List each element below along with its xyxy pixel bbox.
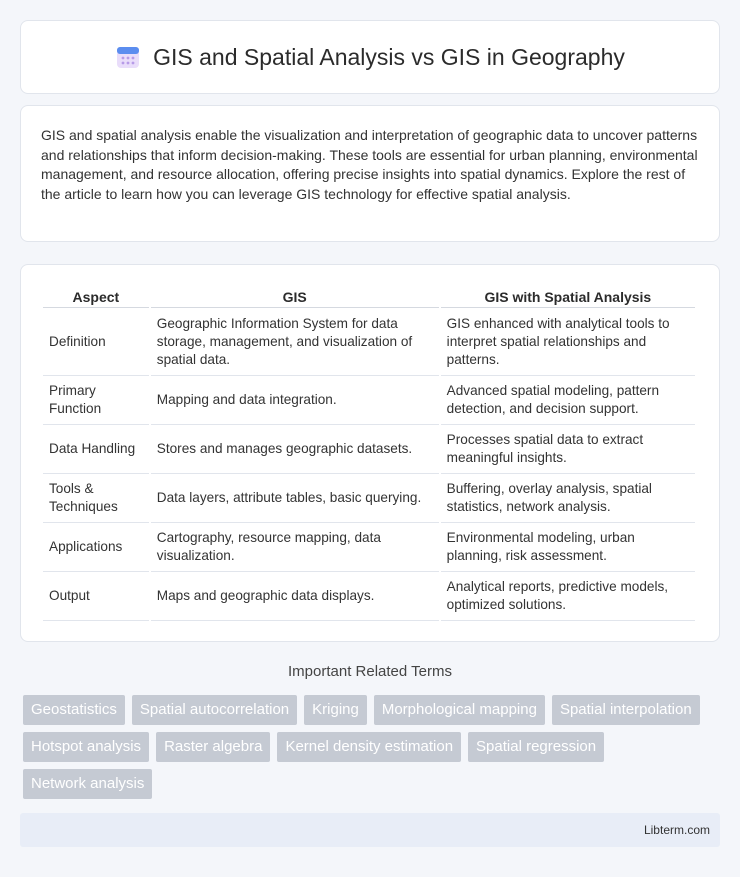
table-row bbox=[43, 474, 695, 523]
table-cell-spatial: Buffering, overlay analysis, spatial statistics, network analysis. bbox=[441, 474, 695, 523]
term-tag[interactable]: Kriging bbox=[304, 695, 367, 725]
table-cell-spatial: Analytical reports, predictive models, optimized solutions. bbox=[441, 572, 695, 621]
page-title: GIS and Spatial Analysis vs GIS in Geography bbox=[153, 43, 625, 70]
table-row bbox=[43, 308, 695, 376]
table-row bbox=[43, 376, 695, 425]
calendar-icon bbox=[115, 44, 141, 70]
table-cell-aspect: Data Handling bbox=[43, 425, 149, 474]
table-row bbox=[43, 572, 695, 621]
table-header-row bbox=[43, 287, 695, 308]
table-cell-aspect: Primary Function bbox=[43, 376, 149, 425]
term-tag[interactable]: Raster algebra bbox=[156, 732, 270, 762]
column-header: GIS bbox=[151, 287, 439, 308]
table-cell-gis: Mapping and data integration. bbox=[151, 376, 439, 425]
table-cell-gis: Stores and manages geographic datasets. bbox=[151, 425, 439, 474]
table-cell-gis: Maps and geographic data displays. bbox=[151, 572, 439, 621]
footer-brand-link[interactable]: Libterm.com bbox=[643, 823, 710, 837]
related-terms-list bbox=[23, 695, 723, 799]
footer bbox=[20, 813, 720, 847]
term-tag[interactable]: Spatial regression bbox=[468, 732, 604, 762]
table-cell-spatial: Advanced spatial modeling, pattern detection, and decision support. bbox=[441, 376, 695, 425]
table-cell-aspect: Tools & Techniques bbox=[43, 474, 149, 523]
title-card bbox=[20, 20, 720, 94]
table-cell-gis: Data layers, attribute tables, basic querying. bbox=[151, 474, 439, 523]
term-tag[interactable]: Network analysis bbox=[23, 769, 152, 799]
table-row bbox=[43, 523, 695, 572]
intro-text: GIS and spatial analysis enable the visualization and interpretation of geographic data to uncover patterns and relationships that inform decision-making. These tools are essential for urban planning, environmental management, and resource allocation, offering precise insights into spatial dynamics. Explore the rest of the article to learn how you can leverage GIS technology for effective spatial analysis. bbox=[41, 127, 698, 202]
table-cell-gis: Geographic Information System for data storage, management, and visualization of spatial data. bbox=[151, 308, 439, 376]
term-tag[interactable]: Spatial autocorrelation bbox=[132, 695, 297, 725]
comparison-table bbox=[41, 287, 697, 621]
term-tag[interactable]: Morphological mapping bbox=[374, 695, 545, 725]
column-header: GIS with Spatial Analysis bbox=[441, 287, 695, 308]
table-cell-spatial: Environmental modeling, urban planning, risk assessment. bbox=[441, 523, 695, 572]
term-tag[interactable]: Kernel density estimation bbox=[277, 732, 461, 762]
intro-card bbox=[20, 105, 720, 242]
related-terms-title: Important Related Terms bbox=[288, 663, 452, 680]
comparison-card bbox=[20, 264, 720, 642]
term-tag[interactable]: Geostatistics bbox=[23, 695, 125, 725]
table-cell-aspect: Output bbox=[43, 572, 149, 621]
term-tag[interactable]: Spatial interpolation bbox=[552, 695, 700, 725]
table-cell-spatial: GIS enhanced with analytical tools to interpret spatial relationships and patterns. bbox=[441, 308, 695, 376]
table-row bbox=[43, 425, 695, 474]
table-cell-aspect: Applications bbox=[43, 523, 149, 572]
table-cell-aspect: Definition bbox=[43, 308, 149, 376]
table-cell-gis: Cartography, resource mapping, data visualization. bbox=[151, 523, 439, 572]
term-tag[interactable]: Hotspot analysis bbox=[23, 732, 149, 762]
column-header: Aspect bbox=[43, 287, 149, 308]
table-cell-spatial: Processes spatial data to extract meaningful insights. bbox=[441, 425, 695, 474]
